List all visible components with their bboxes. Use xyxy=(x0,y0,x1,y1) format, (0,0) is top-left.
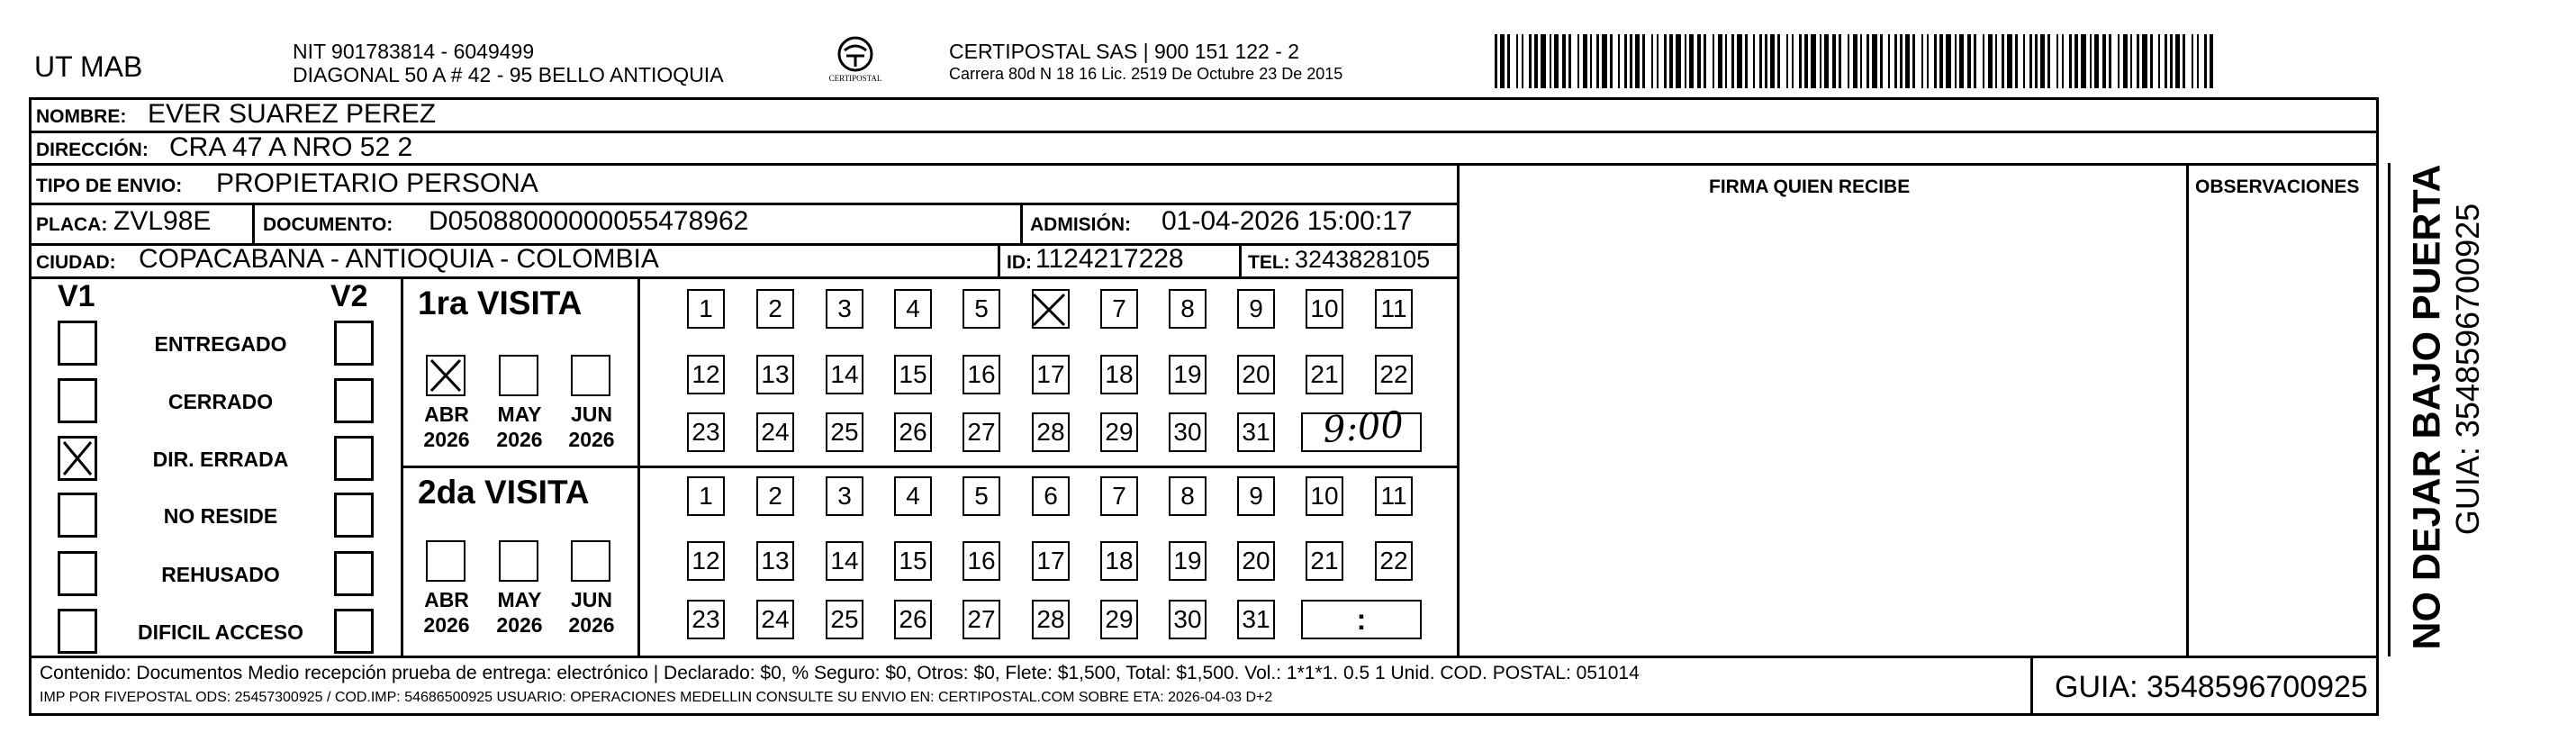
barcode-bar xyxy=(1624,34,1627,88)
day-box[interactable]: 25 xyxy=(826,412,863,452)
firma-label: FIRMA QUIEN RECIBE xyxy=(1709,176,1911,197)
day-box[interactable]: 31 xyxy=(1237,600,1275,639)
barcode-bar xyxy=(1955,34,1957,88)
barcode-bar xyxy=(2109,34,2111,88)
admision-label: ADMISIÓN: xyxy=(1030,214,1131,235)
ciudad-label: CIUDAD: xyxy=(36,252,116,273)
footer-divider xyxy=(29,656,2379,658)
certipostal-logo-text: CERTIPOSTAL xyxy=(828,74,882,83)
day-box[interactable]: 29 xyxy=(1100,412,1138,452)
barcode-bar xyxy=(1568,34,1571,88)
day-box[interactable]: 27 xyxy=(963,412,1000,452)
barcode-bar xyxy=(1905,34,1910,88)
barcode-bar xyxy=(1577,34,1579,88)
barcode-bar xyxy=(1642,34,1645,88)
month-checkbox[interactable] xyxy=(499,540,538,582)
day-box[interactable]: 29 xyxy=(1100,600,1138,639)
day-box[interactable]: 24 xyxy=(756,412,794,452)
barcode-bar xyxy=(1500,34,1505,88)
barcode-bar xyxy=(1737,34,1742,88)
barcode-bar xyxy=(2204,34,2207,88)
col-divider xyxy=(252,203,255,243)
barcode-bar xyxy=(1759,34,1762,88)
barcode-bar xyxy=(1550,34,1551,88)
day-box[interactable]: 21 xyxy=(1306,355,1343,394)
barcode-bar xyxy=(1635,34,1640,88)
day-box[interactable]: 10 xyxy=(1306,289,1343,329)
day-box[interactable]: 13 xyxy=(756,355,794,394)
company-name: UT MAB xyxy=(34,50,143,83)
status-v1-checkbox[interactable] xyxy=(58,378,97,423)
barcode-bar xyxy=(2074,34,2078,88)
day-box[interactable]: 2 xyxy=(756,289,794,329)
col-divider xyxy=(1457,163,1460,656)
placa-value: ZVL98E xyxy=(113,206,212,236)
day-box[interactable]: 31 xyxy=(1237,412,1275,452)
day-box[interactable]: 3 xyxy=(826,476,863,516)
footer-content: Contenido: Documentos Medio recepción prueba de entrega: electrónico | Declarado: $0, % Seguro: $0, Otros: $0, Flete: $1,500, Total: $1,500. Vol.: 1*1*1. 0.5 1 Unid. COD. POSTAL: 051014 xyxy=(40,663,1640,683)
barcode-bar xyxy=(1529,34,1532,88)
day-box[interactable]: 6 xyxy=(1032,476,1070,516)
barcode-bar xyxy=(2069,34,2072,88)
barcode-bar xyxy=(1866,34,1869,88)
first-visit-label: 1ra VISITA xyxy=(418,285,583,321)
barcode-bar xyxy=(2197,34,2199,88)
day-box[interactable]: 23 xyxy=(687,412,725,452)
tipo-envio-value: PROPIETARIO PERSONA xyxy=(216,168,538,198)
month-label: MAY xyxy=(497,403,542,426)
day-box[interactable]: 5 xyxy=(963,476,1000,516)
day-box[interactable]: 4 xyxy=(894,476,932,516)
barcode-bar xyxy=(1507,34,1510,88)
placa-label: PLACA: xyxy=(36,214,108,235)
day-box[interactable]: 14 xyxy=(826,355,863,394)
barcode-bar xyxy=(1921,34,1923,88)
day-box[interactable]: 15 xyxy=(894,355,932,394)
day-box[interactable]: 16 xyxy=(963,541,1000,581)
barcode-bar xyxy=(1554,34,1559,88)
barcode-bar xyxy=(1894,34,1897,88)
day-box[interactable]: 27 xyxy=(963,600,1000,639)
direccion-value: CRA 47 A NRO 52 2 xyxy=(169,132,413,162)
status-v2-checkbox[interactable] xyxy=(334,551,374,596)
barcode-bar xyxy=(2210,34,2213,88)
status-v2-checkbox[interactable] xyxy=(334,378,374,423)
barcode-bar xyxy=(2007,34,2012,88)
day-box[interactable]: 17 xyxy=(1032,541,1070,581)
barcode-bar xyxy=(1799,34,1802,88)
day-box[interactable]: 1 xyxy=(687,289,725,329)
certipostal-info-1: CERTIPOSTAL SAS | 900 151 122 - 2 xyxy=(949,40,1300,63)
barcode-bar xyxy=(2150,34,2153,88)
documento-label: DOCUMENTO: xyxy=(263,214,393,235)
day-box[interactable]: 26 xyxy=(894,600,932,639)
barcode-bar xyxy=(1860,34,1862,88)
barcode-bar xyxy=(1697,34,1701,88)
footer-guia: GUIA: 3548596700925 xyxy=(2055,670,2368,704)
barcode-bar xyxy=(1786,34,1788,88)
barcode-bar xyxy=(1912,34,1915,88)
barcode-bar xyxy=(1704,34,1706,88)
status-label: DIFICIL ACCESO xyxy=(137,620,303,644)
barcode-bar xyxy=(1811,34,1816,88)
observaciones-label: OBSERVACIONES xyxy=(2195,176,2360,197)
barcode-bar xyxy=(2040,34,2045,88)
status-v2-checkbox[interactable] xyxy=(334,493,374,538)
certipostal-info-2: Carrera 80d N 18 16 Lic. 2519 De Octubre 23 De 2015 xyxy=(949,65,1343,83)
day-box[interactable]: 20 xyxy=(1237,541,1275,581)
documento-value: D05088000000055478962 xyxy=(429,206,749,236)
row-divider xyxy=(29,276,1459,279)
day-box[interactable]: 5 xyxy=(963,289,1000,329)
status-label: DIR. ERRADA xyxy=(152,448,289,471)
barcode-bar xyxy=(1853,34,1857,88)
barcode-bar xyxy=(2102,34,2106,88)
barcode-bar xyxy=(1602,34,1607,88)
status-v2-checkbox[interactable] xyxy=(334,436,374,481)
barcode-bar xyxy=(1959,34,1964,88)
day-box[interactable]: 22 xyxy=(1375,541,1413,581)
admision-value: 01-04-2026 15:00:17 xyxy=(1161,206,1413,236)
day-box[interactable]: 16 xyxy=(963,355,1000,394)
barcode-bar xyxy=(1669,34,1673,88)
v2-label: V2 xyxy=(330,279,368,313)
x-mark-icon xyxy=(60,439,95,478)
barcode-bar xyxy=(1651,34,1653,88)
barcode-bar xyxy=(1983,34,1984,88)
barcode-bar xyxy=(1888,34,1890,88)
day-check-mark xyxy=(1030,291,1068,333)
barcode-bar xyxy=(2183,34,2185,88)
barcode-bar xyxy=(1725,34,1727,88)
month-label: MAY xyxy=(497,588,542,611)
status-v1-checkbox[interactable] xyxy=(58,321,97,366)
day-box[interactable]: 9 xyxy=(1237,289,1275,329)
status-label: REHUSADO xyxy=(161,563,280,586)
day-box[interactable]: 1 xyxy=(687,476,725,516)
day-box[interactable]: 12 xyxy=(687,541,725,581)
barcode-bar xyxy=(2142,34,2147,88)
col-divider xyxy=(2186,163,2189,656)
month-checkbox[interactable] xyxy=(499,355,538,396)
barcode-bar xyxy=(1974,34,1976,88)
col-divider xyxy=(998,243,1000,276)
day-box[interactable]: 7 xyxy=(1100,476,1138,516)
day-box[interactable]: 19 xyxy=(1169,355,1207,394)
day-box[interactable]: 21 xyxy=(1306,541,1343,581)
day-box[interactable]: 12 xyxy=(687,355,725,394)
tel-value: 3243828105 xyxy=(1295,246,1431,273)
status-label: NO RESIDE xyxy=(163,504,278,528)
barcode-bar xyxy=(1664,34,1667,88)
barcode-bar xyxy=(2158,34,2160,88)
barcode-bar xyxy=(1731,34,1734,88)
day-box[interactable]: 18 xyxy=(1100,541,1138,581)
col-divider xyxy=(1239,243,1242,276)
barcode-bar xyxy=(1832,34,1836,88)
barcode-bar xyxy=(1689,34,1694,88)
barcode-bar xyxy=(1657,34,1659,88)
year-label: 2026 xyxy=(568,613,615,637)
day-box[interactable]: 8 xyxy=(1169,289,1207,329)
day-box[interactable]: 9 xyxy=(1237,476,1275,516)
barcode-bar xyxy=(1946,34,1951,88)
barcode-bar xyxy=(2035,34,2038,88)
barcode-bar xyxy=(1630,34,1632,88)
status-v1-checkbox[interactable] xyxy=(58,551,97,596)
id-value: 1124217228 xyxy=(1035,244,1184,274)
barcode-bar xyxy=(1792,34,1794,88)
second-visit-time-placeholder: : xyxy=(1356,603,1367,636)
barcode-bar xyxy=(1777,34,1780,88)
status-label: ENTREGADO xyxy=(154,332,287,356)
status-v2-checkbox[interactable] xyxy=(334,609,374,654)
month-checkbox[interactable] xyxy=(571,540,610,582)
year-label: 2026 xyxy=(423,613,470,637)
first-visit-time-handwritten: 9:00 xyxy=(1321,403,1406,452)
month-check-mark xyxy=(428,357,464,399)
day-box[interactable]: 25 xyxy=(826,600,863,639)
month-checkbox[interactable] xyxy=(571,355,610,396)
day-box[interactable]: 30 xyxy=(1169,600,1207,639)
barcode-bar xyxy=(1618,34,1620,88)
barcode-bar xyxy=(1610,34,1613,88)
barcode-bar xyxy=(2094,34,2099,88)
barcode-bar xyxy=(1880,34,1883,88)
day-box[interactable]: 22 xyxy=(1375,355,1413,394)
status-v1-checkbox[interactable] xyxy=(58,609,97,654)
barcode-bar xyxy=(1583,34,1587,88)
barcode-bar xyxy=(2056,34,2058,88)
barcode-bar xyxy=(2165,34,2167,88)
barcode-bar xyxy=(1770,34,1775,88)
day-box[interactable]: 2 xyxy=(756,476,794,516)
month-label: JUN xyxy=(570,403,612,426)
day-box[interactable]: 30 xyxy=(1169,412,1207,452)
barcode-bar xyxy=(1596,34,1599,88)
barcode-bar xyxy=(1718,34,1722,88)
x-mark-icon xyxy=(1030,291,1068,329)
barcode-bar xyxy=(1713,34,1714,88)
year-label: 2026 xyxy=(496,613,543,637)
col-divider xyxy=(2030,656,2033,716)
month-label: JUN xyxy=(570,588,612,611)
day-box[interactable]: 19 xyxy=(1169,541,1207,581)
tipo-envio-label: TIPO DE ENVIO: xyxy=(36,176,183,196)
barcode-bar xyxy=(1927,34,1929,88)
barcode-bar xyxy=(1495,34,1497,88)
day-box[interactable]: 7 xyxy=(1100,289,1138,329)
month-checkbox[interactable] xyxy=(426,540,465,582)
day-box[interactable]: 15 xyxy=(894,541,932,581)
day-box[interactable]: 11 xyxy=(1375,476,1413,516)
month-label: ABR xyxy=(424,403,469,426)
certipostal-logo-icon xyxy=(827,34,884,94)
certipostal-logo xyxy=(827,34,884,94)
day-box[interactable]: 17 xyxy=(1032,355,1070,394)
status-v2-checkbox[interactable] xyxy=(334,321,374,366)
year-label: 2026 xyxy=(423,428,470,451)
second-visit-label: 2da VISITA xyxy=(418,474,590,511)
barcode-bar xyxy=(1848,34,1849,88)
year-label: 2026 xyxy=(496,428,543,451)
barcode-bar xyxy=(2118,34,2120,88)
barcode-bar xyxy=(1988,34,1993,88)
status-label: CERRADO xyxy=(167,390,274,413)
barcode-bar xyxy=(2137,34,2139,88)
company-address: DIAGONAL 50 A # 42 - 95 BELLO ANTIOQUIA xyxy=(293,63,724,86)
barcode-bars xyxy=(1495,34,2215,88)
row-divider xyxy=(29,163,2379,166)
day-box[interactable]: 23 xyxy=(687,600,725,639)
day-box[interactable]: 3 xyxy=(826,289,863,329)
status-v1-check-mark xyxy=(60,439,95,483)
barcode-bar xyxy=(2029,34,2032,88)
barcode-bar xyxy=(2047,34,2050,88)
barcode-bar xyxy=(1676,34,1681,88)
col-divider xyxy=(1020,203,1023,243)
v1-label: V1 xyxy=(58,279,95,313)
barcode-bar xyxy=(1534,34,1538,88)
day-box[interactable]: 20 xyxy=(1237,355,1275,394)
barcode-bar xyxy=(2090,34,2092,88)
barcode-bar xyxy=(1590,34,1592,88)
day-box[interactable]: 28 xyxy=(1032,600,1070,639)
barcode-bar xyxy=(1765,34,1767,88)
company-nit: NIT 901783814 - 6049499 xyxy=(293,40,535,63)
year-label: 2026 xyxy=(568,428,615,451)
barcode-bar xyxy=(2023,34,2025,88)
day-box[interactable]: 14 xyxy=(826,541,863,581)
month-label: ABR xyxy=(424,588,469,611)
barcode-bar xyxy=(1939,34,1943,88)
nombre-value: EVER SUAREZ PEREZ xyxy=(148,99,437,129)
barcode-bar xyxy=(1967,34,1971,88)
barcode-bar xyxy=(1516,34,1518,88)
col-divider xyxy=(637,276,640,656)
barcode-bar xyxy=(2170,34,2173,88)
barcode-bar xyxy=(1820,34,1821,88)
barcode-bar xyxy=(1804,34,1808,88)
barcode-bar xyxy=(1753,34,1755,88)
row-divider xyxy=(29,203,1459,205)
side-guia: GUIA: 3548596700925 xyxy=(2449,203,2486,536)
id-label: ID: xyxy=(1007,252,1032,273)
barcode-bar xyxy=(1934,34,1937,88)
barcode-bar xyxy=(1541,34,1546,88)
barcode-bar xyxy=(2062,34,2064,88)
barcode-bar xyxy=(2123,34,2128,88)
barcode-bar xyxy=(2081,34,2086,88)
barcode-bar xyxy=(2192,34,2193,88)
ciudad-value: COPACABANA - ANTIOQUIA - COLOMBIA xyxy=(139,244,659,274)
barcode-bar xyxy=(1745,34,1748,88)
barcode-bar xyxy=(1995,34,1997,88)
status-v1-checkbox[interactable] xyxy=(58,493,97,538)
day-box[interactable]: 8 xyxy=(1169,476,1207,516)
barcode-bar xyxy=(1562,34,1566,88)
day-box[interactable]: 28 xyxy=(1032,412,1070,452)
barcode-bar xyxy=(1872,34,1877,88)
day-box[interactable]: 13 xyxy=(756,541,794,581)
barcode xyxy=(1495,34,2215,88)
direccion-label: DIRECCIÓN: xyxy=(36,140,149,160)
barcode-bar xyxy=(1824,34,1829,88)
barcode-bar xyxy=(1685,34,1686,88)
barcode-bar xyxy=(2002,34,2004,88)
barcode-bar xyxy=(2015,34,2018,88)
barcode-bar xyxy=(1900,34,1903,88)
day-box[interactable]: 4 xyxy=(894,289,932,329)
footer-print-info: IMP POR FIVEPOSTAL ODS: 25457300925 / COD.IMP: 54686500925 USUARIO: OPERACIONES MEDELLIN CONSULTE SU ENVIO EN: CERTIPOSTAL.COM SOBRE ETA: 2026-04-03 D+2 xyxy=(40,690,1273,705)
barcode-bar xyxy=(1839,34,1841,88)
day-box[interactable]: 24 xyxy=(756,600,794,639)
day-box[interactable]: 26 xyxy=(894,412,932,452)
day-box[interactable]: 11 xyxy=(1375,289,1413,329)
side-warning: NO DEJAR BAJO PUERTA xyxy=(2405,164,2449,650)
barcode-bar xyxy=(2175,34,2180,88)
col-divider xyxy=(2388,163,2391,656)
barcode-bar xyxy=(1522,34,1523,88)
nombre-label: NOMBRE: xyxy=(36,106,127,127)
col-divider xyxy=(401,276,403,656)
barcode-bar xyxy=(2130,34,2132,88)
day-box[interactable]: 10 xyxy=(1306,476,1343,516)
x-mark-icon xyxy=(428,357,464,394)
tel-label: TEL: xyxy=(1248,252,1290,273)
row-divider xyxy=(401,466,1459,468)
day-box[interactable]: 18 xyxy=(1100,355,1138,394)
